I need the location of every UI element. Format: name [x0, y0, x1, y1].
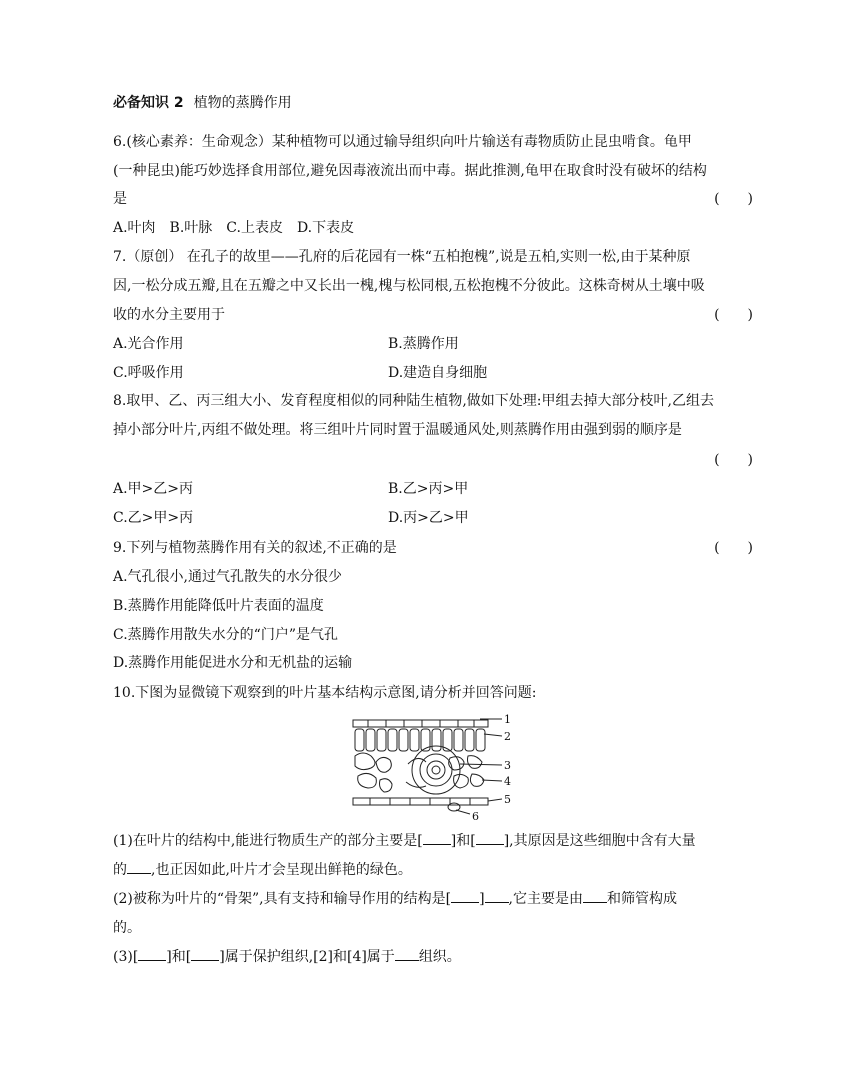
figure-label-2: 2: [504, 730, 511, 743]
q6-line-3: [113, 188, 753, 210]
q8-line-1: 8.取甲、乙、丙三组大小、发育程度相似的同种陆生植物,做如下处理:甲组去掉大部分枝叶,乙组去: [113, 393, 714, 409]
q10-p1-text-c: ],其原因是这些细胞中含有大量: [503, 833, 696, 849]
q7-option-a: A.光合作用: [113, 336, 184, 352]
q8-options-row-1: [113, 478, 753, 500]
q10-p2-text-d: 和筛管构成: [606, 891, 677, 907]
blank-3[interactable]: [127, 859, 151, 874]
stoma: [448, 803, 460, 811]
q10-p2-text-c: ,它主要是由: [508, 891, 583, 907]
q10-p1-text-e: ,也正因如此,叶片才会呈现出鲜艳的绿色。: [151, 862, 412, 878]
q10-p1-text-b: ]和[: [450, 833, 476, 849]
q9-option-d: D.蒸腾作用能促进水分和无机盐的运输: [113, 655, 353, 671]
q7-line-1: 7.（原创） 在孔子的故里——孔府的后花园有一株“五柏抱槐”,说是五柏,实则一松,由于某种原: [113, 249, 691, 265]
q9-option-a: A.气孔很小,通过气孔散失的水分很少: [113, 569, 343, 585]
q10-p3-text-b: ]和[: [166, 949, 192, 965]
q8-line-2: 掉小部分叶片,丙组不做处理。将三组叶片同时置于温暖通风处,则蒸腾作用由强到弱的顺序是: [113, 422, 682, 438]
q7-options-row-1: [113, 333, 753, 355]
figure-label-6: 6: [472, 810, 479, 823]
q10-p1-text-a: (1)在叶片的结构中,能进行物质生产的部分主要是[: [113, 833, 423, 849]
q7-line-2: 因,一松分成五瓣,且在五瓣之中又长出一槐,槐与松同根,五松抱槐不分彼此。这株奇树从土壤中吸: [113, 278, 705, 294]
blank-5[interactable]: [485, 888, 509, 903]
q10-line-1: 10.下图为显微镜下观察到的叶片基本结构示意图,请分析并回答问题:: [113, 685, 537, 701]
q8-option-a: A.甲>乙>丙: [113, 481, 194, 497]
blank-6[interactable]: [583, 888, 607, 903]
blank-8[interactable]: [191, 946, 219, 961]
blank-1[interactable]: [423, 830, 451, 845]
section-heading: [113, 92, 753, 114]
q10-p2-text-a: (2)被称为叶片的“骨架”,具有支持和输导作用的结构是[: [113, 891, 452, 907]
q10-p3-text-c: ]属于保护组织,[2]和[4]属于: [219, 949, 395, 965]
q10-part-1-line-1: [113, 830, 753, 852]
q6-line-2: (一种昆虫)能巧妙选择食用部位,避免因毒液流出而中毒。据此推测,龟甲在取食时没有破坏的结构: [113, 163, 707, 179]
q8-option-b: B.乙>丙>甲: [388, 481, 469, 497]
blank-7[interactable]: [138, 946, 166, 961]
palisade-layer: [355, 729, 485, 751]
q8-option-c: C.乙>甲>丙: [113, 510, 194, 526]
q6-line-1: 6.(核心素养：生命观念）某种植物可以通过输导组织向叶片输送有毒物质防止昆虫啃食。龟甲: [113, 134, 692, 150]
q10-p3-text-a: (3)[: [113, 949, 139, 965]
q8-answer-parens: ( ): [714, 452, 753, 468]
q6-options: A.叶肉 B.叶脉 C.上表皮 D.下表皮: [113, 220, 355, 236]
q7-stem-end: 收的水分主要用于: [113, 307, 225, 323]
q9-line-1: [113, 537, 753, 559]
blank-2[interactable]: [476, 830, 504, 845]
q6-stem-end: 是: [113, 191, 127, 207]
figure-label-3: 3: [504, 759, 511, 772]
blank-4[interactable]: [451, 888, 479, 903]
q10-part-1-line-2: [113, 859, 753, 881]
lower-epidermis-band: [353, 798, 488, 805]
q10-part-2-line-1: [113, 888, 753, 910]
section-title: 植物的蒸腾作用: [193, 95, 292, 111]
q8-parens-row: [113, 449, 753, 471]
q10-p2-text-b: ]: [479, 891, 485, 907]
figure-label-5: 5: [504, 793, 511, 806]
q9-answer-parens: ( ): [714, 540, 753, 556]
q7-option-d: D.建造自身细胞: [388, 365, 488, 381]
q8-options-row-2: [113, 507, 753, 529]
q10-part-2-line-2: 的。: [113, 920, 141, 936]
q7-answer-parens: ( ): [714, 307, 753, 323]
figure-label-1: 1: [504, 713, 511, 726]
q10-part-3-line: [113, 946, 753, 968]
q7-option-b: B.蒸腾作用: [388, 336, 459, 352]
q8-option-d: D.丙>乙>甲: [388, 510, 469, 526]
q9-option-c: C.蒸腾作用散失水分的“门户”是气孔: [113, 627, 338, 643]
upper-epidermis-band: [353, 720, 488, 727]
q10-p1-text-d: 的: [113, 862, 127, 878]
q7-options-row-2: [113, 362, 753, 384]
q10-p3-text-d: 组织。: [418, 949, 461, 965]
q9-stem: 9.下列与植物蒸腾作用有关的叙述,不正确的是: [113, 540, 397, 556]
q7-option-c: C.呼吸作用: [113, 365, 184, 381]
figure-label-4: 4: [504, 775, 511, 788]
q9-option-b: B.蒸腾作用能降低叶片表面的温度: [113, 598, 324, 614]
q7-line-3: [113, 304, 753, 326]
blank-9[interactable]: [395, 946, 419, 961]
leaf-cross-section-diagram: [350, 712, 520, 824]
q6-answer-parens: ( ): [714, 191, 753, 207]
leaf-vein: [406, 746, 460, 794]
section-label: 必备知识 2: [113, 95, 184, 111]
